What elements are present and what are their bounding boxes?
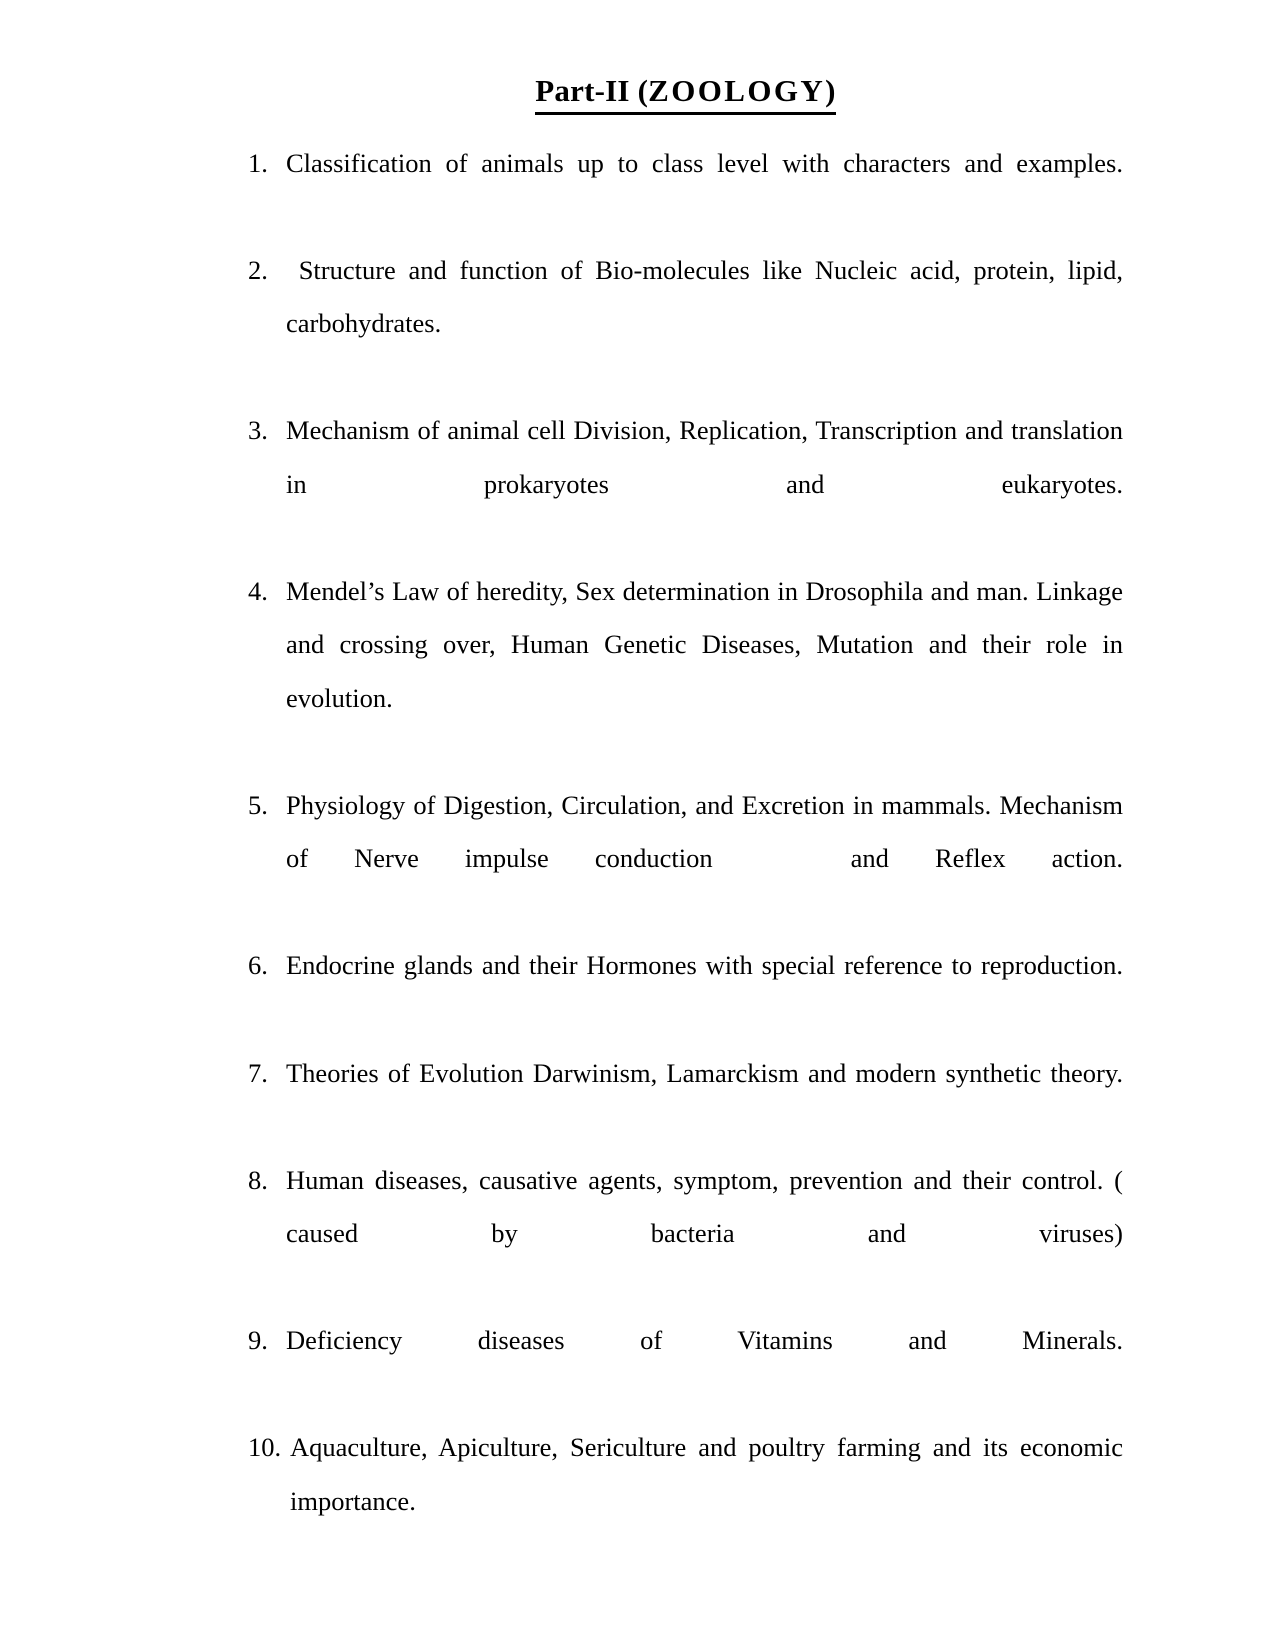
list-item-number: 2. [248, 254, 268, 285]
list-item-text: Physiology of Digestion, Circulation, and Excretion in mammals. Mechanism of Nerve impulse conduction and Reflex action. [286, 789, 1130, 874]
list-item [248, 1421, 1130, 1582]
page-content-area [248, 72, 1130, 1582]
list-item-text: Human diseases, causative agents, symptom, prevention and their control. ( caused by bacteria and viruses) [286, 1164, 1130, 1249]
page-title-open-paren: ( [637, 73, 649, 108]
list-item [248, 779, 1130, 940]
list-item [248, 244, 1130, 405]
page-title-subject-label: ZOOLOGY [648, 73, 826, 108]
page-title-close-paren: ) [825, 73, 836, 108]
list-item [248, 939, 1123, 1046]
list-item [248, 1314, 1123, 1421]
list-item-text: Mendel’s Law of heredity, Sex determination in Drosophila and man. Linkage and crossing over, Human Genetic Diseases, Mutation and their role in evolution. [286, 575, 1130, 713]
list-item-number: 3. [248, 415, 268, 446]
list-item [248, 565, 1130, 779]
list-item-text: Classification of animals up to class level with characters and examples. [286, 147, 1123, 178]
list-item-number: 10. [248, 1432, 282, 1463]
list-item-number: 7. [248, 1057, 268, 1088]
list-item-number: 9. [248, 1325, 268, 1356]
list-item-text: Theories of Evolution Darwinism, Lamarckism and modern synthetic theory. [286, 1057, 1123, 1088]
list-item-number: 6. [248, 950, 268, 981]
list-item [248, 137, 1123, 244]
page-title [248, 72, 1123, 115]
list-item-text: Endocrine glands and their Hormones with special reference to reproduction. [286, 950, 1123, 981]
list-item [248, 404, 1130, 565]
syllabus-topic-list [248, 137, 1130, 1582]
list-item-number: 5. [248, 789, 268, 820]
page-title-part-label: Part-II [535, 73, 638, 108]
list-item-text: Structure and function of Bio-molecules like Nucleic acid, protein, lipid, carbohydrates. [286, 254, 1130, 339]
list-item-number: 4. [248, 575, 268, 606]
list-item-number: 1. [248, 147, 268, 178]
list-item-text: Deficiency diseases of Vitamins and Minerals. [286, 1325, 1123, 1356]
list-item [248, 1047, 1123, 1154]
list-item-text: Aquaculture, Apiculture, Sericulture and poultry farming and its economic importance. [290, 1432, 1130, 1516]
page-title-underlined-text [535, 72, 835, 115]
list-item [248, 1154, 1130, 1315]
list-item-number: 8. [248, 1164, 268, 1195]
list-item-text: Mechanism of animal cell Division, Replication, Transcription and translation in prokaryotes and eukaryotes. [286, 415, 1130, 499]
